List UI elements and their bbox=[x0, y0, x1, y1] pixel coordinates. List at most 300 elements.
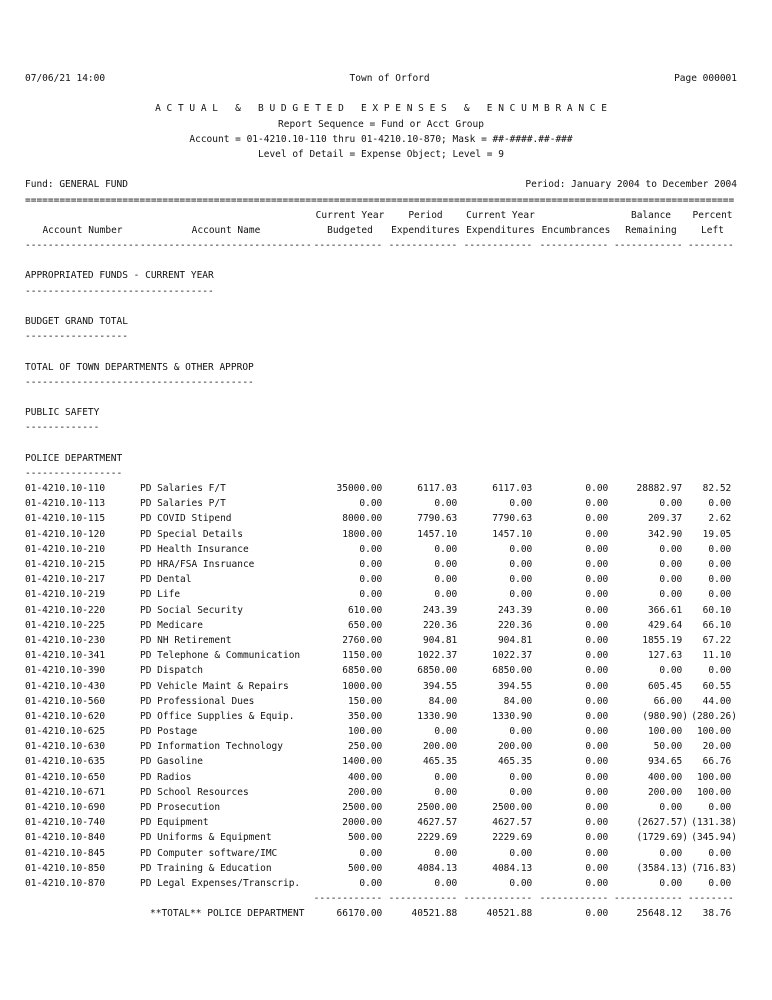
amount-cell: 67.22 bbox=[702, 634, 737, 646]
table-row bbox=[25, 830, 737, 845]
account-number-cell: 01-4210.10-840 bbox=[25, 832, 106, 844]
account-name-cell: PD Salaries F/T bbox=[140, 483, 226, 495]
account-number-cell: 01-4210.10-560 bbox=[25, 695, 106, 707]
report-datetime: 07/06/21 14:00 bbox=[25, 73, 106, 84]
amount-cell: 1330.90 bbox=[417, 710, 463, 722]
table-row bbox=[25, 800, 737, 815]
amount-cell: 0.00 bbox=[708, 802, 737, 813]
amount-cell: 2760.00 bbox=[342, 634, 388, 646]
column-header-cell: Current Year bbox=[315, 209, 385, 221]
amount-cell: 0.00 bbox=[434, 574, 463, 586]
column-underline-container bbox=[25, 238, 740, 253]
account-name-cell: PD Telephone & Communication bbox=[140, 650, 301, 662]
separator-line: ============================================================================================================================ bbox=[25, 194, 735, 206]
section-underline: ------------- bbox=[25, 422, 100, 434]
total-underline-row bbox=[25, 891, 740, 906]
amount-cell: 0.00 bbox=[434, 786, 463, 798]
amount-cell: 0.00 bbox=[585, 574, 614, 586]
account-number-cell: 01-4210.10-390 bbox=[25, 665, 106, 677]
amount-cell: 610.00 bbox=[347, 604, 388, 616]
column-header-cell: Period bbox=[408, 209, 443, 221]
table-row bbox=[25, 481, 737, 496]
total-underline-container bbox=[25, 891, 740, 906]
sections-container bbox=[25, 253, 737, 481]
section-heading: BUDGET GRAND TOTAL bbox=[25, 316, 128, 327]
amount-cell: 0.00 bbox=[585, 513, 614, 525]
amount-cell: 2229.69 bbox=[417, 832, 463, 844]
table-row bbox=[25, 648, 737, 663]
amount-cell: 0.00 bbox=[708, 559, 737, 570]
amount-cell: 0.00 bbox=[509, 498, 538, 510]
amount-cell: 0.00 bbox=[509, 877, 538, 889]
amount-cell: 605.45 bbox=[647, 680, 688, 692]
amount-cell: 0.00 bbox=[585, 528, 614, 540]
page-number: Page 000001 bbox=[674, 73, 737, 84]
account-number-cell: 01-4210.10-430 bbox=[25, 680, 106, 692]
table-row bbox=[25, 527, 737, 542]
amount-cell: 904.81 bbox=[422, 634, 463, 646]
amount-cell: 0.00 bbox=[585, 589, 614, 601]
amount-cell: 366.61 bbox=[647, 604, 688, 616]
amount-cell: (1729.69) bbox=[636, 832, 688, 844]
amount-cell: 200.00 bbox=[497, 741, 538, 753]
column-header-cell bbox=[25, 208, 140, 223]
account-number-cell: 01-4210.10-341 bbox=[25, 650, 106, 662]
amount-cell: 0.00 bbox=[585, 498, 614, 510]
account-name-cell: PD Computer software/IMC bbox=[140, 847, 278, 859]
amount-cell: 1457.10 bbox=[417, 528, 463, 540]
account-name-cell: PD HRA/FSA Insruance bbox=[140, 559, 255, 570]
amount-cell: 0.00 bbox=[434, 771, 463, 783]
amount-cell: 394.55 bbox=[497, 680, 538, 692]
table-row bbox=[25, 679, 737, 694]
amount-cell: 904.81 bbox=[497, 634, 538, 646]
amount-cell: 127.63 bbox=[647, 650, 688, 662]
total-amount-cell: 40521.88 bbox=[411, 908, 463, 920]
amount-cell: 0.00 bbox=[708, 498, 737, 510]
table-row bbox=[25, 754, 737, 769]
amount-cell: 6850.00 bbox=[417, 665, 463, 677]
amount-cell: 0.00 bbox=[659, 877, 688, 889]
column-header-row-1 bbox=[25, 208, 737, 223]
total-values bbox=[312, 906, 737, 921]
account-name-cell: PD Legal Expenses/Transcrip. bbox=[140, 877, 301, 889]
amount-cell: 0.00 bbox=[708, 543, 737, 555]
account-name-cell: PD Social Security bbox=[140, 604, 243, 616]
amount-cell: 1400.00 bbox=[342, 756, 388, 768]
table-row bbox=[25, 709, 737, 724]
blank-line bbox=[25, 253, 737, 268]
amount-cell: 100.00 bbox=[696, 786, 737, 798]
amount-cell: 220.36 bbox=[497, 619, 538, 631]
account-number-cell: -------------------- bbox=[25, 240, 140, 252]
total-amount-cell: 0.00 bbox=[585, 908, 614, 920]
section-underline: ------------------ bbox=[25, 331, 128, 343]
amount-cell: 66.76 bbox=[702, 756, 737, 768]
amount-cell: 150.00 bbox=[347, 695, 388, 707]
amount-cell: 2000.00 bbox=[342, 817, 388, 829]
table-row bbox=[25, 542, 737, 557]
account-number-cell: 01-4210.10-215 bbox=[25, 559, 106, 570]
amount-cell: 350.00 bbox=[347, 710, 388, 722]
amount-cell: 0.00 bbox=[585, 726, 614, 738]
amount-cell: 0.00 bbox=[659, 498, 688, 510]
amount-cell: 4084.13 bbox=[492, 862, 538, 874]
amount-cell: 0.00 bbox=[434, 726, 463, 738]
total-label-block bbox=[25, 906, 312, 921]
amount-cell: 500.00 bbox=[347, 862, 388, 874]
table-row bbox=[25, 496, 737, 511]
table-row bbox=[25, 633, 737, 648]
amount-cell: ------------ bbox=[539, 893, 614, 905]
column-header-row-2 bbox=[25, 223, 737, 238]
amount-cell: 0.00 bbox=[585, 832, 614, 844]
total-amount-cell: 38.76 bbox=[702, 908, 737, 920]
amount-cell: 28882.97 bbox=[636, 483, 688, 495]
amount-cell: 0.00 bbox=[585, 634, 614, 646]
amount-cell: (716.83) bbox=[691, 862, 737, 874]
amount-cell: 6117.03 bbox=[417, 483, 463, 495]
amount-cell: 0.00 bbox=[659, 847, 688, 859]
column-header-cell: Expenditures bbox=[391, 224, 460, 236]
section-heading: PUBLIC SAFETY bbox=[25, 407, 100, 419]
amount-cell: 0.00 bbox=[585, 543, 614, 555]
amount-cell: 0.00 bbox=[585, 710, 614, 722]
amount-cell: 0.00 bbox=[585, 559, 614, 570]
column-header-cell: Percent bbox=[692, 209, 733, 221]
report-title: A C T U A L & B U D G E T E D E X P E N S E S & E N C U M B R A N C E bbox=[155, 103, 607, 115]
column-header-cell: Encumbrances bbox=[541, 224, 611, 236]
fund-label: Fund: GENERAL FUND bbox=[25, 179, 128, 191]
account-name-cell: PD Professional Dues bbox=[140, 695, 255, 707]
table-row bbox=[25, 587, 737, 602]
table-row bbox=[25, 785, 737, 800]
account-number-cell: 01-4210.10-110 bbox=[25, 483, 106, 495]
amount-cell: 200.00 bbox=[647, 786, 688, 798]
period-label: Period: January 2004 to December 2004 bbox=[525, 179, 737, 191]
column-header-cell bbox=[538, 208, 614, 223]
column-header-cell: Left bbox=[701, 224, 724, 236]
account-name-cell: PD Dispatch bbox=[140, 665, 203, 677]
amount-cell: 0.00 bbox=[659, 665, 688, 677]
section-heading: POLICE DEPARTMENT bbox=[25, 452, 123, 464]
amount-cell: 84.00 bbox=[428, 695, 463, 707]
amount-cell: 200.00 bbox=[347, 786, 388, 798]
amount-cell: 100.00 bbox=[647, 726, 688, 738]
amount-cell: ------------ bbox=[313, 240, 388, 252]
amount-cell: (2627.57) bbox=[636, 817, 688, 829]
amount-cell: 0.00 bbox=[585, 847, 614, 859]
blank-line bbox=[25, 390, 737, 405]
amount-cell: 429.64 bbox=[647, 619, 688, 631]
section-heading: TOTAL OF TOWN DEPARTMENTS & OTHER APPROP bbox=[25, 361, 254, 373]
section-underline: --------------------------------- bbox=[25, 285, 214, 297]
amount-cell: 200.00 bbox=[422, 741, 463, 753]
amount-cell: 0.00 bbox=[359, 498, 388, 510]
column-header-cell: Budgeted bbox=[327, 224, 373, 236]
amount-cell: 35000.00 bbox=[336, 483, 388, 495]
amount-cell: 0.00 bbox=[359, 543, 388, 555]
account-name-cell: PD Training & Education bbox=[140, 862, 272, 874]
fund-period-line bbox=[25, 177, 737, 192]
amount-cell: 4084.13 bbox=[417, 862, 463, 874]
amount-cell: 0.00 bbox=[585, 604, 614, 616]
amount-cell: 0.00 bbox=[708, 589, 737, 601]
amount-cell: 60.55 bbox=[702, 680, 737, 692]
amount-cell: 0.00 bbox=[509, 726, 538, 738]
total-label: **TOTAL** bbox=[150, 908, 202, 920]
total-row bbox=[25, 906, 737, 921]
amount-cell: 400.00 bbox=[647, 771, 688, 783]
amount-cell: 100.00 bbox=[696, 771, 737, 783]
account-name-cell: PD Vehicle Maint & Repairs bbox=[140, 680, 289, 692]
amount-cell: ------------ bbox=[463, 893, 538, 905]
amount-cell: ------------ bbox=[614, 240, 689, 252]
amount-cell: 50.00 bbox=[653, 741, 688, 753]
report-subtitle-account-range: Account = 01-4210.10-110 thru 01-4210.10-870; Mask = ##-####.##-### bbox=[189, 133, 573, 145]
column-header-cell bbox=[140, 208, 312, 223]
total-amount-cell: 66170.00 bbox=[336, 908, 388, 920]
amount-cell: 250.00 bbox=[347, 741, 388, 753]
total-amount-cell: 40521.88 bbox=[486, 908, 538, 920]
amount-cell: 0.00 bbox=[659, 543, 688, 555]
amount-cell: 19.05 bbox=[702, 528, 737, 540]
amount-cell: 1457.10 bbox=[492, 528, 538, 540]
amount-cell: 11.10 bbox=[702, 650, 737, 662]
account-name-cell: PD Uniforms & Equipment bbox=[140, 832, 272, 844]
amount-cell: 243.39 bbox=[497, 604, 538, 616]
amount-cell: 7790.63 bbox=[417, 513, 463, 525]
table-row bbox=[25, 694, 737, 709]
account-name-cell: PD Life bbox=[140, 589, 181, 601]
account-number-cell: 01-4210.10-225 bbox=[25, 619, 106, 631]
amount-cell: 934.65 bbox=[647, 756, 688, 768]
amount-cell: ------------ bbox=[463, 240, 538, 252]
amount-cell: 100.00 bbox=[347, 726, 388, 738]
account-name-cell: PD Prosecution bbox=[140, 802, 221, 813]
blank-line bbox=[25, 299, 737, 314]
account-name-cell: PD NH Retirement bbox=[140, 634, 232, 646]
column-header-cell: Remaining bbox=[625, 224, 677, 236]
amount-cell: 1150.00 bbox=[342, 650, 388, 662]
account-number-cell: 01-4210.10-671 bbox=[25, 786, 106, 798]
amount-cell: 44.00 bbox=[702, 695, 737, 707]
table-row bbox=[25, 557, 737, 572]
amount-cell: 100.00 bbox=[696, 726, 737, 738]
amount-cell: 465.35 bbox=[497, 756, 538, 768]
blank-line bbox=[25, 162, 737, 177]
amount-cell: 0.00 bbox=[585, 771, 614, 783]
amount-cell: (131.38) bbox=[691, 817, 737, 829]
amount-cell: 2500.00 bbox=[417, 802, 463, 813]
amount-cell: 342.90 bbox=[647, 528, 688, 540]
amount-cell: 0.00 bbox=[585, 817, 614, 829]
amount-cell: 0.00 bbox=[585, 619, 614, 631]
account-name-cell: PD Special Details bbox=[140, 528, 243, 540]
amount-cell: (3584.13) bbox=[636, 862, 688, 874]
amount-cell: 1330.90 bbox=[492, 710, 538, 722]
amount-cell: 0.00 bbox=[585, 680, 614, 692]
table-row bbox=[25, 724, 737, 739]
amount-cell: 0.00 bbox=[585, 665, 614, 677]
amount-cell: 0.00 bbox=[359, 559, 388, 570]
amount-cell: 0.00 bbox=[359, 589, 388, 601]
amount-cell: 0.00 bbox=[509, 574, 538, 586]
amount-cell: 400.00 bbox=[347, 771, 388, 783]
table-row bbox=[25, 572, 737, 587]
amount-cell: 84.00 bbox=[503, 695, 538, 707]
column-header-cell: Account Number bbox=[42, 224, 123, 236]
amount-cell: (280.26) bbox=[691, 710, 737, 722]
amount-cell: 20.00 bbox=[702, 741, 737, 753]
amount-cell: 0.00 bbox=[434, 498, 463, 510]
amount-cell: 0.00 bbox=[434, 877, 463, 889]
account-name-cell: PD Health Insurance bbox=[140, 543, 249, 555]
amount-cell: (345.94) bbox=[691, 832, 737, 844]
amount-cell: 0.00 bbox=[585, 862, 614, 874]
amount-cell: 4627.57 bbox=[417, 817, 463, 829]
amount-cell: 0.00 bbox=[585, 877, 614, 889]
account-name-cell: PD Dental bbox=[140, 574, 192, 586]
amount-cell: 0.00 bbox=[585, 695, 614, 707]
amount-cell: 1022.37 bbox=[417, 650, 463, 662]
amount-cell: 0.00 bbox=[359, 574, 388, 586]
account-number-cell bbox=[25, 891, 140, 906]
amount-cell: 66.10 bbox=[702, 619, 737, 631]
table-row bbox=[25, 739, 737, 754]
amount-cell: 394.55 bbox=[422, 680, 463, 692]
amount-cell: 0.00 bbox=[434, 559, 463, 570]
amount-cell: 0.00 bbox=[659, 589, 688, 601]
amount-cell: 220.36 bbox=[422, 619, 463, 631]
amount-cell: 0.00 bbox=[434, 543, 463, 555]
amount-cell: 0.00 bbox=[359, 877, 388, 889]
account-name-cell: PD Salaries P/T bbox=[140, 498, 226, 510]
amount-cell: 0.00 bbox=[509, 771, 538, 783]
amount-cell: 6850.00 bbox=[492, 665, 538, 677]
account-number-cell: 01-4210.10-625 bbox=[25, 726, 106, 738]
amount-cell: -------- bbox=[688, 893, 740, 905]
account-name-cell: PD Postage bbox=[140, 726, 198, 738]
amount-cell: 4627.57 bbox=[492, 817, 538, 829]
blank-line bbox=[25, 86, 737, 101]
amount-cell: 0.00 bbox=[585, 741, 614, 753]
amount-cell: 2500.00 bbox=[342, 802, 388, 813]
column-header-cell: Account Name bbox=[191, 224, 261, 236]
amount-cell: (980.90) bbox=[642, 710, 688, 722]
amount-cell: ------------ bbox=[614, 893, 689, 905]
report-body bbox=[25, 71, 740, 922]
column-header-cell: Current Year bbox=[466, 209, 535, 221]
amount-cell: 0.00 bbox=[585, 483, 614, 495]
account-number-cell: 01-4210.10-845 bbox=[25, 847, 106, 859]
amount-cell: 60.10 bbox=[702, 604, 737, 616]
amount-cell: 243.39 bbox=[422, 604, 463, 616]
account-number-cell: 01-4210.10-870 bbox=[25, 877, 106, 889]
account-number-cell: 01-4210.10-630 bbox=[25, 741, 106, 753]
account-number-cell: 01-4210.10-210 bbox=[25, 543, 106, 555]
account-name-cell: PD Information Technology bbox=[140, 741, 283, 753]
table-row bbox=[25, 861, 737, 876]
amount-cell: 0.00 bbox=[708, 665, 737, 677]
account-number-cell: 01-4210.10-850 bbox=[25, 862, 106, 874]
account-number-cell: 01-4210.10-220 bbox=[25, 604, 106, 616]
amount-cell: ------------ bbox=[313, 893, 388, 905]
account-name-cell: PD Radios bbox=[140, 771, 192, 783]
amount-cell: 2500.00 bbox=[492, 802, 538, 813]
amount-cell: 209.37 bbox=[647, 513, 688, 525]
amount-cell: 8000.00 bbox=[342, 513, 388, 525]
amount-cell: 0.00 bbox=[509, 559, 538, 570]
amount-cell: 500.00 bbox=[347, 832, 388, 844]
account-name-cell: PD COVID Stipend bbox=[140, 513, 232, 525]
account-name-cell: ------------------------------ bbox=[140, 240, 312, 252]
column-underline-row bbox=[25, 238, 740, 253]
amount-cell: 465.35 bbox=[422, 756, 463, 768]
amount-cell: 0.00 bbox=[585, 756, 614, 768]
amount-cell: 0.00 bbox=[509, 847, 538, 859]
table-row bbox=[25, 618, 737, 633]
table-row bbox=[25, 876, 737, 891]
amount-cell: 0.00 bbox=[585, 802, 614, 813]
amount-cell: 0.00 bbox=[585, 650, 614, 662]
total-amount-cell: 25648.12 bbox=[636, 908, 688, 920]
amount-cell: 2229.69 bbox=[492, 832, 538, 844]
account-name-cell: PD Office Supplies & Equip. bbox=[140, 710, 295, 722]
amount-cell: 1000.00 bbox=[342, 680, 388, 692]
report-town: Town of Orford bbox=[349, 73, 430, 84]
amount-cell: 0.00 bbox=[659, 559, 688, 570]
amount-cell: -------- bbox=[688, 240, 740, 252]
amount-cell: ------------ bbox=[388, 240, 463, 252]
account-number-cell: 01-4210.10-690 bbox=[25, 802, 106, 813]
report-subtitle-sequence: Report Sequence = Fund or Acct Group bbox=[278, 118, 484, 130]
account-name-cell: PD Equipment bbox=[140, 817, 209, 829]
amount-cell: 0.00 bbox=[659, 574, 688, 586]
section-heading: APPROPRIATED FUNDS - CURRENT YEAR bbox=[25, 270, 214, 282]
amount-cell: 0.00 bbox=[359, 847, 388, 859]
amount-cell: ------------ bbox=[388, 893, 463, 905]
amount-cell: 650.00 bbox=[347, 619, 388, 631]
amount-cell: 7790.63 bbox=[492, 513, 538, 525]
account-number-cell: 01-4210.10-740 bbox=[25, 817, 106, 829]
table-row bbox=[25, 511, 737, 526]
account-name-cell: PD School Resources bbox=[140, 786, 249, 798]
amount-cell: 0.00 bbox=[434, 589, 463, 601]
amount-cell: 1022.37 bbox=[492, 650, 538, 662]
amount-cell: 2.62 bbox=[708, 513, 737, 525]
table-row bbox=[25, 603, 737, 618]
blank-line bbox=[25, 436, 737, 451]
report-subtitle-detail-level: Level of Detail = Expense Object; Level = 9 bbox=[258, 148, 504, 160]
amount-cell: 6117.03 bbox=[492, 483, 538, 495]
account-number-cell: 01-4210.10-217 bbox=[25, 574, 106, 586]
table-row bbox=[25, 846, 737, 861]
table-row bbox=[25, 770, 737, 785]
amount-cell: 1855.19 bbox=[642, 634, 688, 646]
table-row bbox=[25, 815, 737, 830]
account-name-cell bbox=[140, 891, 312, 906]
amount-cell: 0.00 bbox=[708, 574, 737, 586]
amount-cell: 0.00 bbox=[434, 847, 463, 859]
amount-cell: 82.52 bbox=[702, 483, 737, 495]
account-number-cell: 01-4210.10-620 bbox=[25, 710, 106, 722]
amount-cell: ------------ bbox=[539, 240, 614, 252]
table-body bbox=[25, 481, 737, 891]
account-number-cell: 01-4210.10-635 bbox=[25, 756, 106, 768]
amount-cell: 6850.00 bbox=[342, 665, 388, 677]
account-name-cell: PD Medicare bbox=[140, 619, 203, 631]
